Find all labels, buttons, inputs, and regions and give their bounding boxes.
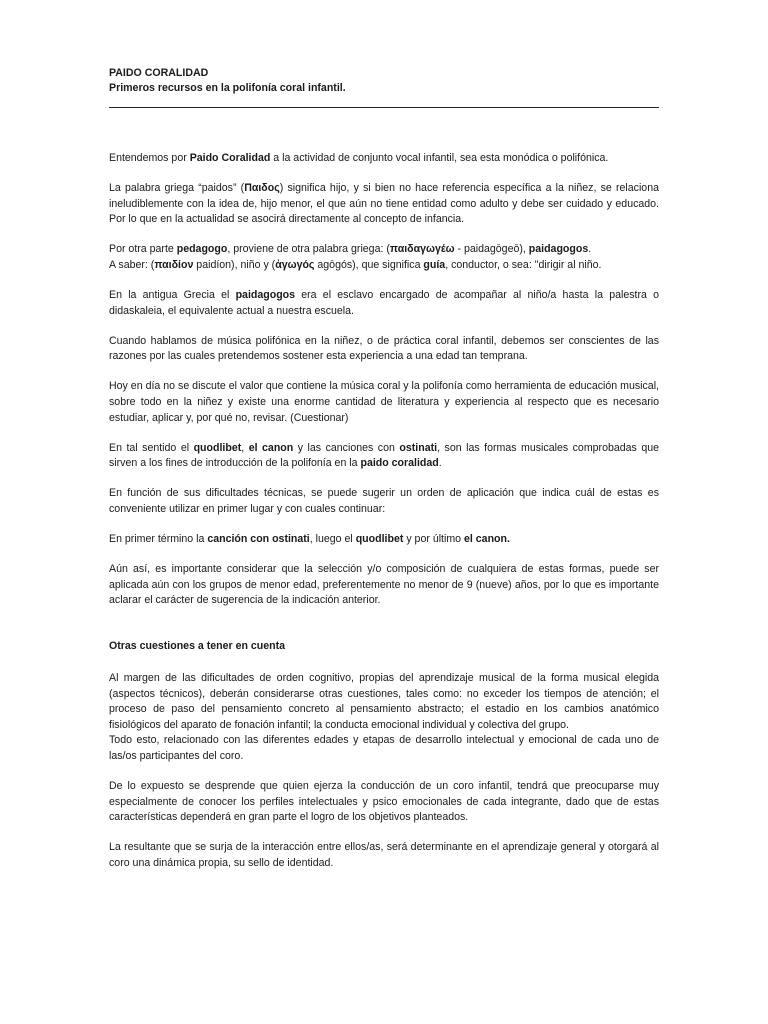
greek-paidagogeo: παιδαγωγέω (389, 243, 455, 256)
term-paidagogos: paidagogos (528, 243, 589, 256)
document-body (109, 151, 659, 872)
header-divider (109, 107, 659, 108)
greek-paidos: Παιδος (244, 182, 280, 195)
paragraph-10: Aún así, es importante considerar que la selección y/o composición de cualquiera de estas formas, puede ser aplicada aún con los grupos de menor edad, preferentemente no menor de 9 (nueve) años, por lo que es importante aclarar el carácter de sugerencia de la indicación anterior. (109, 563, 659, 607)
section-heading: Otras cuestiones a tener en cuenta (109, 639, 286, 652)
paragraph-1: Entendemos por Paido Coralidad a la actividad de conjunto vocal infantil, sea esta monódica o polifónica. (109, 152, 609, 164)
paragraph-11: Al margen de las dificultades de orden cognitivo, propias del aprendizaje musical de la forma musical elegida (aspectos técnicos), deberán considerarse otras cuestiones, tales como: no exceder los tiempos de atención; el proceso de paso del pensamiento concreto al pensamiento abstracto; el estadio en los cambios anatómico fisiológicos del aparato de fonación infantil; la conducta emocional individual y colectiva del grupo. Todo esto, relacionado con las diferentes edades y etapas de desarrollo intelectual y emocional de cada uno de las/os participantes del coro. (109, 671, 659, 762)
term-el-canon: el canon (248, 441, 294, 454)
paragraph-12: De lo expuesto se desprende que quien ejerza la conducción de un coro infantil, tendrá que preocuparse muy especialmente de conocer los perfiles intelectuales y psico emocionales de cada integrante, dado que de estas características dependerá en gran parte el logro de los objetivos planteados. (109, 780, 659, 824)
document-subtitle: Primeros recursos en la polifonía coral infantil. (109, 82, 346, 94)
paragraph-8: En función de sus dificultades técnicas, se puede sugerir un orden de aplicación que indica cuál de estas es conveniente utilizar en primer lugar y con cuales continuar: (109, 487, 659, 515)
term-paidagogos-2: paidagogos (235, 289, 296, 302)
paragraph-13: La resultante que se surja de la interacción entre ellos/as, será determinante en el aprendizaje general y otorgará al coro una dinámica propia, su sello de identidad. (109, 841, 659, 869)
term-pedagogo: pedagogo (176, 243, 228, 256)
paragraph-4: En la antigua Grecia el paidagogos era el esclavo encargado de acompañar al niño/a hasta la palestra o didaskaleia, el equivalente actual a nuestra escuela. (109, 289, 660, 317)
term-quodlibet-2: quodlibet (355, 533, 404, 546)
document-title: PAIDO CORALIDAD (109, 67, 209, 79)
paragraph-7: En tal sentido el quodlibet, el canon y las canciones con ostinati, son las formas musicales comprobadas que sirven a los fines de introducción de la polifonía en la paido coralidad. (109, 441, 660, 470)
term-quodlibet: quodlibet (193, 441, 242, 454)
paragraph-2: La palabra griega “paidos” (Παιδος) significa hijo, y si bien no hace referencia específica a la niñez, se relaciona ineludiblemente con la idea de, hijo menor, el que aún no tiene entidad como adulto y debe ser cuidado y educado. Por lo que en la actualidad se asocirá directamente al concepto de infancia. (109, 182, 659, 226)
paragraph-3: Por otra parte pedagogo, proviene de otra palabra griega: (παιδαγωγέω - paidagōgeō), paidagogos. A saber: (παιδίον paidíon), niño y (ἀγωγός agōgós), que significa guía, conductor, o sea: "dirigir al niño. (109, 243, 602, 271)
paragraph-6: Hoy en día no se discute el valor que contiene la música coral y la polifonía como herramienta de educación musical, sobre todo en la niñez y existe una enorme cantidad de literatura y experiencia al respecto que es necesario estudiar, aplicar y, por qué no, revisar. (Cuestionar) (109, 380, 659, 424)
paragraph-5: Cuando hablamos de música polifónica en la niñez, o de práctica coral infantil, debemos ser conscientes de las razones por las cuales pretendemos sostener esta experiencia a una edad tan temprana. (109, 334, 659, 363)
paragraph-9: En primer término la canción con ostinati, luego el quodlibet y por último el canon. (109, 533, 510, 546)
term-paido-coralidad: Paido Coralidad (189, 152, 271, 164)
term-paido-coralidad-2: paido coralidad (360, 457, 439, 470)
term-ostinati: ostinati (399, 441, 438, 454)
greek-paidion: παιδίον (154, 258, 194, 271)
term-el-canon-2: el canon. (464, 533, 510, 546)
term-cancion-con-ostinati: canción con ostinati (207, 533, 310, 546)
term-guia: guía (423, 258, 446, 271)
greek-agogos: ἀγωγός (275, 258, 315, 271)
